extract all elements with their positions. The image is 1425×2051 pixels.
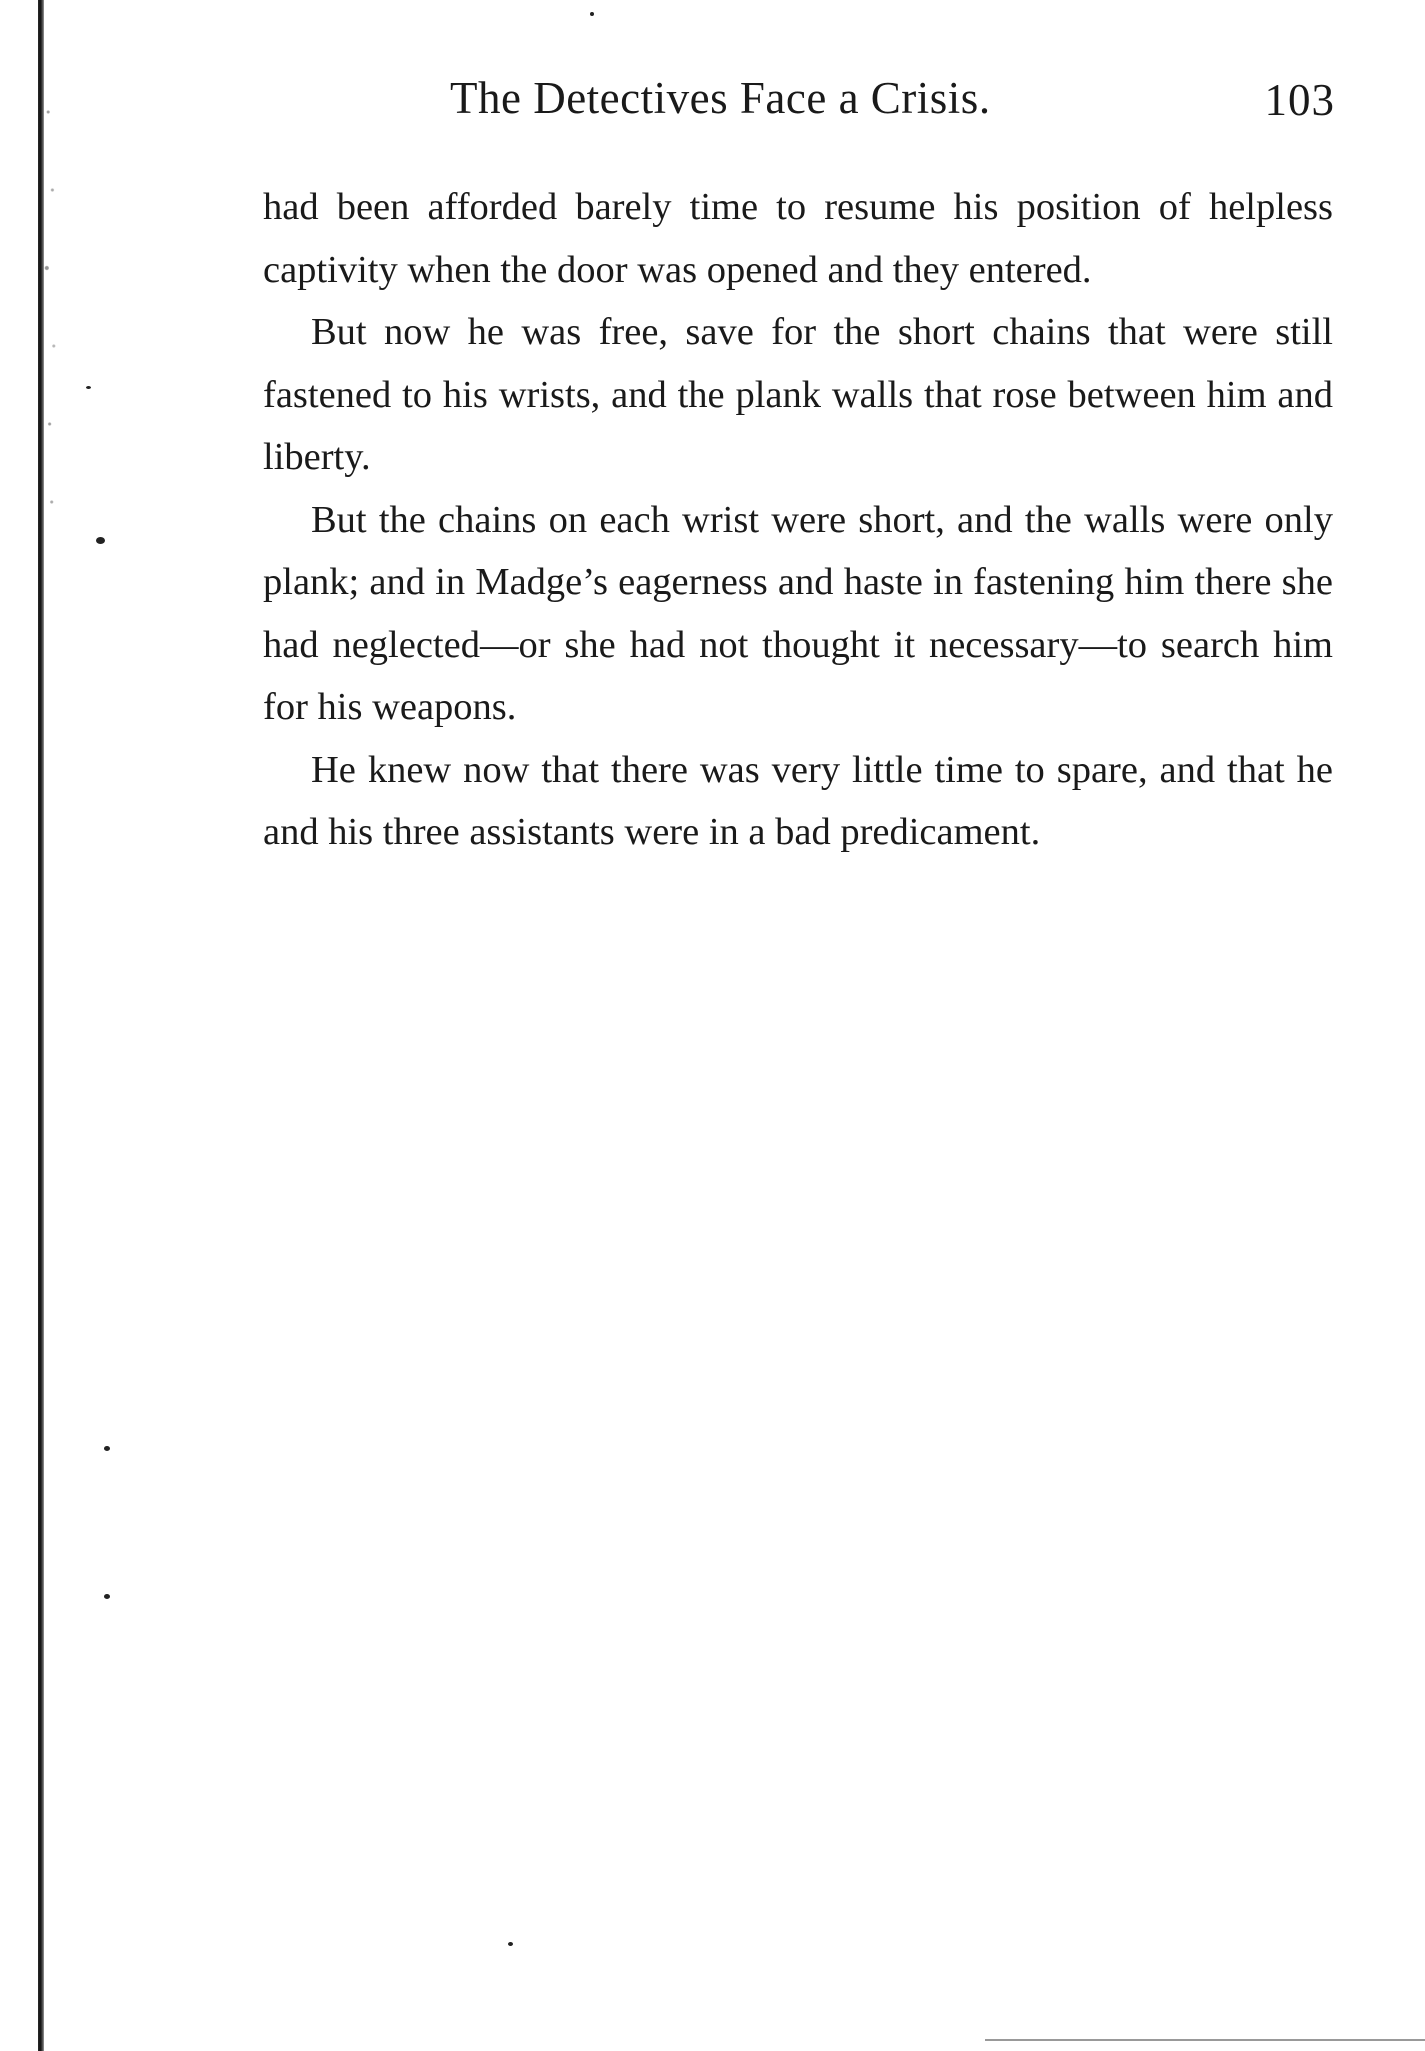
print-speck xyxy=(86,386,91,389)
paragraph: had been afforded barely time to resume his position of helpless captivity when the door was opened and they entered. xyxy=(263,186,1333,291)
paragraph: But now he was free, save for the short chains that were still fastened to his wrists, and the plank walls that rose between him and liberty. xyxy=(263,311,1333,478)
bottom-edge-rule xyxy=(985,2039,1425,2041)
print-speck xyxy=(590,12,594,16)
page-header xyxy=(260,72,1335,132)
print-speck xyxy=(508,1942,513,1946)
print-speck xyxy=(104,1594,110,1599)
paragraph: He knew now that there was very little time to spare, and that he and his three assistants were in a bad predicament. xyxy=(263,748,1333,853)
print-speck xyxy=(104,1446,110,1451)
page-number: 103 xyxy=(1264,75,1335,125)
running-title: The Detectives Face a Crisis. xyxy=(450,73,991,123)
paragraph: But the chains on each wrist were short, and the walls were only plank; and in Madge’s eagerness and haste in fastening him there she had neglected—or she had not thought it necessary—to search him for his weapons. xyxy=(263,498,1333,728)
binding-speckles xyxy=(44,60,58,580)
body-text xyxy=(263,176,1333,864)
print-speck xyxy=(96,537,105,544)
